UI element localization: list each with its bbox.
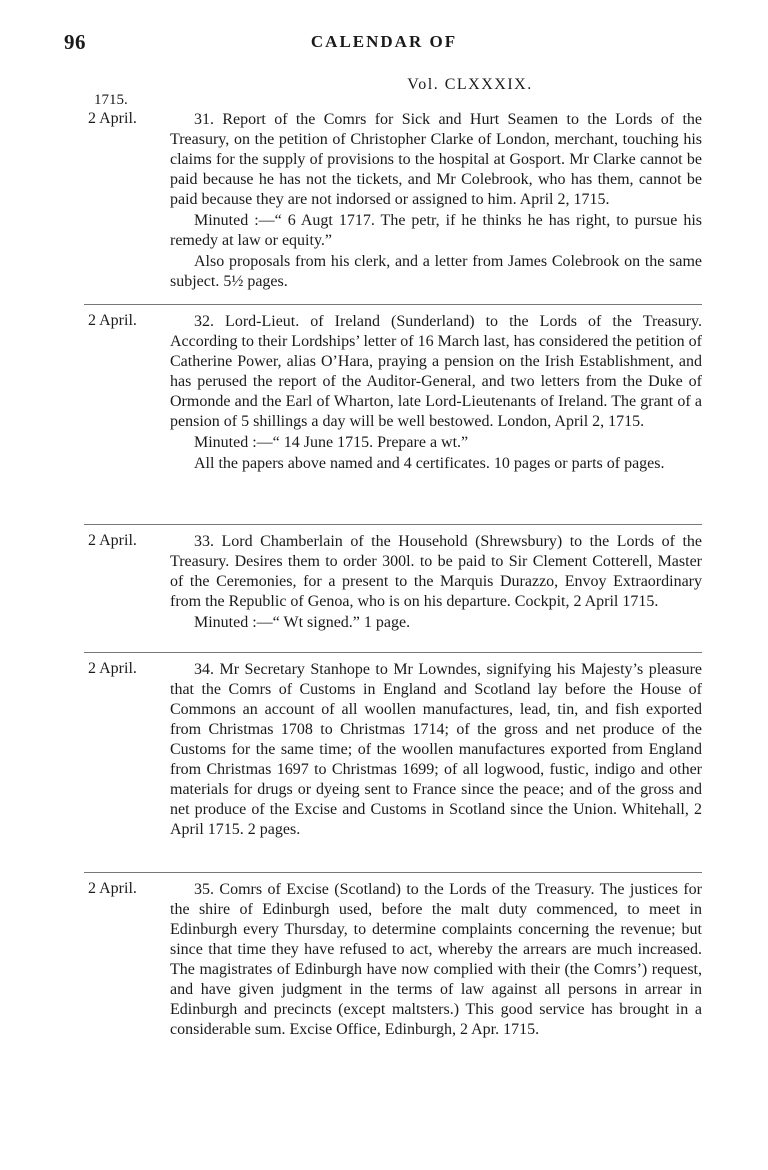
entry-minute: Minuted :—“ 14 June 1715. Prepare a wt.” <box>194 434 469 451</box>
entry-date: 2 April. <box>88 312 137 329</box>
entry-minute: Minuted :—“ Wt signed.” 1 page. <box>194 614 411 631</box>
entry-paragraph: 34. Mr Secretary Stanhope to Mr Lowndes, signifying his Majesty’s pleasure that the Comrs of Customs in England and Scotland lay before the House of Commons an account of all woollen manufactures, lead, tin, and fish exported from Christmas 1708 to Christmas 1714; of the gross and net produce of the Customs for the same time; of the woollen manufactures exported from England from Christmas 1697 to Christmas 1699; of all logwood, fustic, indigo and other materials for drugs or dyeing sent to France since the peace; and of the gross and net produce of the Excise and Customs in Scotland since the Union. Whitehall, 2 April 1715. 2 pages. <box>170 661 702 838</box>
page-header <box>0 30 768 54</box>
entry-paragraph: 35. Comrs of Excise (Scotland) to the Lords of the Treasury. The justices for the shire of Edinburgh used, before the malt duty commenced, to meet in Edinburgh every Thursday, to determine complaints concerning the revenue; but since that time they have refused to act, whereby the arrears are much increased. The magistrates of Edinburgh have now complied with their (the Comrs’) request, and have given judgment in the terms of law against all persons in arrear in Edinburgh and precincts (except maltsters.) This good service has brought in a considerable sum. Excise Office, Edinburgh, 2 Apr. 1715. <box>170 881 702 1038</box>
entry-divider <box>84 872 702 873</box>
entry-body <box>170 660 702 840</box>
entry-paragraph: 32. Lord-Lieut. of Ireland (Sunderland) to the Lords of the Treasury. According to their Lordships’ letter of 16 March last, has considered the petition of Catherine Power, alias O’Hara, praying a pension on the Irish Establishment, and has perused the report of the Auditor-General, and two letters from the Duke of Ormonde and the Earl of Wharton, late Lord-Lieutenants of Ireland. The grant of a pension of 5 shillings a day will be well bestowed. London, April 2, 1715. <box>170 313 702 430</box>
page-number: 96 <box>64 30 86 54</box>
volume-heading: Vol. CLXXXIX. <box>407 76 533 93</box>
entry-body <box>170 110 702 292</box>
entry-note: All the papers above named and 4 certificates. 10 pages or parts of pages. <box>194 455 665 472</box>
entry-paragraph: 31. Report of the Comrs for Sick and Hurt Seamen to the Lords of the Treasury, on the petition of Christopher Clarke of London, merchant, touching his claims for the supply of provisions to the hospital at Gosport. Mr Clarke cannot be paid because he has not the tickets, and Mr Colebrook, who has them, cannot be paid because they are not indorsed or assigned to him. April 2, 1715. <box>170 111 702 208</box>
entry-date: 2 April. <box>88 110 137 127</box>
entry-divider <box>84 304 702 305</box>
entry-divider <box>84 652 702 653</box>
entry-divider <box>84 524 702 525</box>
entry-note: Also proposals from his clerk, and a letter from James Colebrook on the same subject. 5½ pages. <box>170 253 702 290</box>
entry-date: 2 April. <box>88 880 137 897</box>
year-label: 1715. <box>94 92 128 108</box>
entry-date: 2 April. <box>88 660 137 677</box>
entry-body <box>170 880 702 1040</box>
entry-minute: Minuted :—“ 6 Augt 1717. The petr, if he thinks he has right, to pursue his remedy at law or equity.” <box>170 212 702 249</box>
entry-body <box>170 532 702 633</box>
entry-body <box>170 312 702 474</box>
entry-date: 2 April. <box>88 532 137 549</box>
running-title: CALENDAR OF <box>310 32 458 51</box>
entry-paragraph: 33. Lord Chamberlain of the Household (Shrewsbury) to the Lords of the Treasury. Desires them to order 300l. to be paid to Sir Clement Cotterell, Master of the Ceremonies, for a present to the Marquis Durazzo, Envoy Extraordinary from the Republic of Genoa, who is on his departure. Cockpit, 2 April 1715. <box>170 533 702 610</box>
